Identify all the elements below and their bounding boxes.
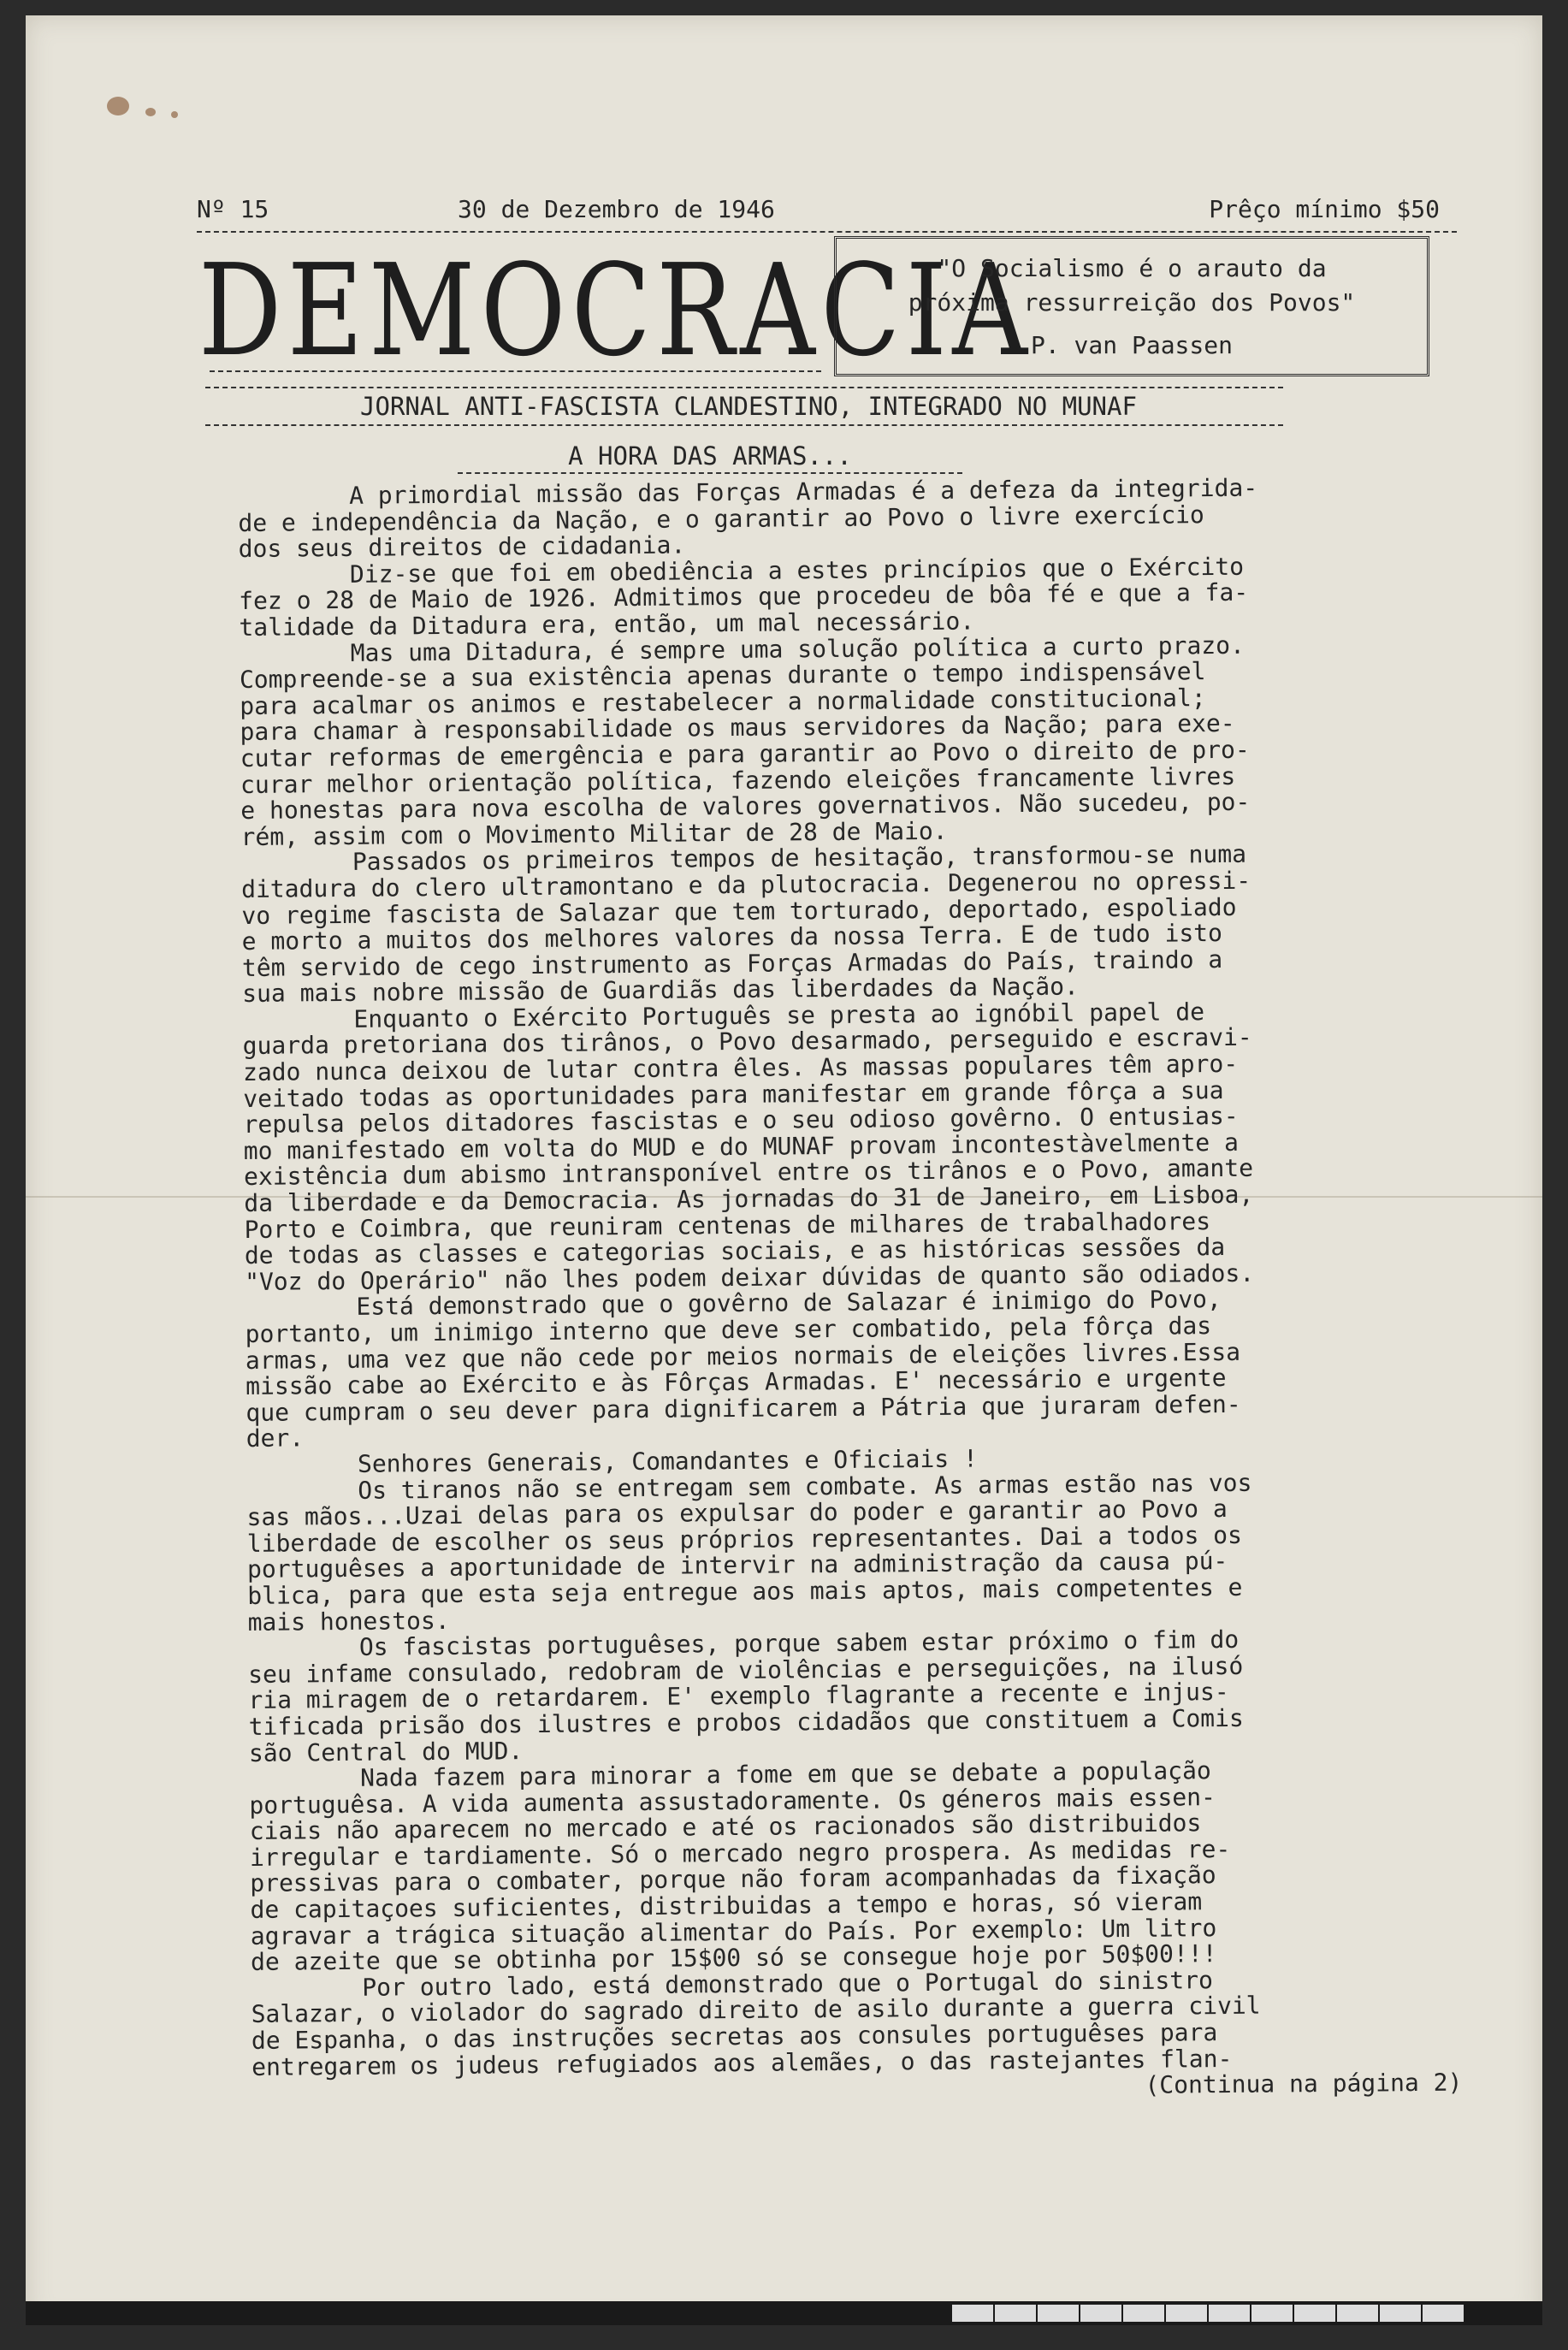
scale-ruler — [952, 2305, 1465, 2322]
quote-line-1: "O Socialismo é o arauto da — [937, 254, 1327, 282]
article-line: e morto a muitos dos melhores valores da nossa Terra. E de tudo isto — [241, 919, 1223, 956]
article-line: seu infame consulado, redobram de violências e perseguições, na ilusó — [247, 1651, 1244, 1689]
article-headline: A HORA DAS ARMAS... — [568, 441, 852, 471]
article-body — [238, 473, 1488, 2106]
article-line: mais honestos. — [247, 1606, 450, 1637]
article-line: da liberdade e da Democracia. As jornadas do 31 de Janeiro, em Lisboa, — [244, 1180, 1254, 1217]
quote-line-2: próxima ressurreição dos Povos" — [908, 288, 1356, 317]
article-line: Passados os primeiros tempos de hesitação, transformou-se numa — [352, 840, 1247, 877]
article-line: Os fascistas portuguêses, porque sabem estar próximo o fim do — [358, 1625, 1240, 1661]
subtitle-divider — [205, 424, 1283, 426]
article-line: Enquanto o Exército Português se presta ao ignóbil papel de — [353, 997, 1205, 1033]
article-line: mo manifestado em volta do MUD e do MUNAF provam incontestàvelmente a — [243, 1128, 1240, 1165]
article-line: zado nunca deixou de lutar contra êles. As massas populares têm apro- — [242, 1049, 1239, 1087]
article-line: curar melhor orientação política, fazendo eleições francamente livres — [240, 761, 1236, 799]
article-line: dos seus direitos de cidadania. — [238, 530, 686, 564]
article-line: pressivas para o combater, porque não foram acompanhadas da fixação — [250, 1861, 1216, 1898]
rust-stain — [107, 97, 129, 115]
article-line: de capitaçoes suficientes, distribuidas a tempo e horas, só vieram — [250, 1887, 1203, 1924]
masthead: DEMOCRACIA — [198, 237, 1033, 384]
rust-stain — [171, 111, 178, 118]
article-line: "Voz do Operário" não lhes podem deixar dúvidas de quanto são odiados. — [244, 1258, 1255, 1296]
article-line: Diz-se que foi em obediência a estes princípios que o Exército — [349, 552, 1245, 589]
subtitle-divider — [205, 387, 1283, 388]
article-line: veitado todas as oportunidades para manifestar em grande fôrça a sua — [243, 1075, 1224, 1113]
article-line: Está demonstrado que o govêrno de Salazar é inimigo do Povo, — [356, 1285, 1222, 1322]
header-row — [197, 195, 1440, 229]
article-line: são Central do MUD. — [248, 1736, 524, 1767]
newspaper-page — [26, 15, 1542, 2325]
article-line: A primordial missão das Forças Armadas é a defeza da integrida- — [348, 473, 1258, 510]
header-divider — [197, 231, 1457, 233]
article-line: que cumpram o seu dever para dignificarem a Pátria que juraram defen- — [246, 1389, 1241, 1427]
quote-author: P. van Paassen — [1030, 331, 1233, 359]
article-line: der. — [246, 1424, 305, 1453]
article-line: sua mais nobre missão de Guardiãs das liberdades da Nação. — [242, 972, 1080, 1009]
headline-divider — [458, 472, 962, 474]
article-line: ditadura do clero ultramontano e da plutocracia. Degenerou no opressi- — [240, 866, 1251, 903]
article-line: blica, para que esta seja entregue aos mais aptos, mais competentes e — [247, 1572, 1243, 1610]
article-line: Nada fazem para minorar a fome em que se debate a população — [360, 1756, 1211, 1792]
article-line: rém, assim com o Movimento Militar de 28 de Maio. — [240, 816, 948, 851]
article-line: de todas as classes e categorias sociais, e as históricas sessões da — [244, 1233, 1226, 1270]
article-line: ciais não aparecem no mercado e até os racionados são distribuidos — [249, 1808, 1202, 1846]
article-line: Por outro lado, está demonstrado que o Portugal do sinistro — [362, 1965, 1214, 2002]
paper-subtitle: JORNAL ANTI-FASCISTA CLANDESTINO, INTEGRADO NO MUNAF — [360, 392, 1137, 421]
article-line: irregular e tardiamente. Só o mercado negro prospera. As medidas re- — [249, 1834, 1231, 1872]
article-line: ria miragem de o retardarem. E' exemplo flagrante a recente e injus- — [248, 1678, 1229, 1715]
article-line: de e independência da Nação, e o garantir ao Povo o livre exercício — [238, 500, 1204, 537]
article-line: para acalmar os animos e restabelecer a normalidade constitucional; — [240, 683, 1206, 720]
article-line: guarda pretoriana dos tirânos, o Povo desarmado, perseguido e escravi- — [242, 1023, 1252, 1061]
article-line: de Espanha, o das instruções secretas aos consules portuguêses para — [251, 2018, 1218, 2055]
article-line: Salazar, o violador do sagrado direito de asilo durante a guerra civil — [251, 1992, 1261, 2029]
article-line: Senhores Generais, Comandantes e Oficiais ! — [357, 1444, 978, 1478]
article-line: Os tiranos não se entregam sem combate. As armas estão nas vos — [358, 1468, 1252, 1505]
quote-box — [834, 236, 1429, 376]
article-line: agravar a trágica situação alimentar do País. Por exemplo: Um litro — [250, 1913, 1217, 1950]
article-line: talidade da Ditadura era, então, um mal necessário. — [239, 607, 975, 642]
article-line: Compreende-se a sua existência apenas durante o tempo indispensável — [239, 657, 1206, 695]
article-line: Mas uma Ditadura, é sempre uma solução política a curto prazo. — [350, 630, 1245, 667]
issue-date: 30 de Dezembro de 1946 — [458, 195, 775, 223]
article-line: armas, uma vez que não cede por meios normais de eleições livres.Essa — [245, 1337, 1241, 1375]
scan-bottom-bar — [26, 2301, 1542, 2325]
article-line: e honestas para nova escolha de valores governativos. Não sucedeu, po- — [240, 787, 1251, 826]
article-line: vo regime fascista de Salazar que tem torturado, deportado, espoliado — [241, 892, 1237, 930]
article-line: existência dum abismo intransponível entre os tirânos e o Povo, amante — [243, 1154, 1254, 1192]
article-line: portanto, um inimigo interno que deve ser combatido, pela fôrça das — [245, 1311, 1212, 1348]
article-line: tificada prisão dos ilustres e probos cidadãos que constituem a Comis — [248, 1703, 1244, 1741]
article-line: liberdade de escolher os seus próprios representantes. Dai a todos os — [246, 1520, 1243, 1558]
article-line: portuguêsa. A vida aumenta assustadoramente. Os géneros mais essen- — [249, 1782, 1216, 1820]
article-line: portuguêses a aportunidade de intervir na administração da causa pú- — [246, 1547, 1228, 1584]
article-line: fez o 28 de Maio de 1926. Admitimos que procedeu de bôa fé e que a fa- — [239, 578, 1249, 616]
continued-note: (Continua na página 2) — [1145, 2068, 1463, 2100]
article-line: missão cabe ao Exército e às Fôrças Armadas. E' necessário e urgente — [246, 1364, 1227, 1401]
article-line: para chamar à responsabilidade os maus servidores da Nação; para exe- — [240, 709, 1235, 747]
issue-price: Prêço mínimo $50 — [1209, 195, 1440, 223]
article-line: Porto e Coimbra, que reuniram centenas de milhares de trabalhadores — [244, 1206, 1211, 1244]
masthead-divider — [210, 370, 821, 372]
article-line: sas mãos...Uzai delas para os expulsar do poder e garantir ao Povo a — [246, 1495, 1228, 1532]
article-line: têm servido de cego instrumento as Forças Armadas do País, traindo a — [241, 944, 1223, 982]
article-line: entregarem os judeus refugiados aos alemães, o das rastejantes flan- — [251, 2044, 1233, 2081]
rust-stain — [145, 108, 156, 116]
article-line: repulsa pelos ditadores fascistas e o seu odioso govêrno. O entusias- — [243, 1102, 1239, 1139]
article-line: cutar reformas de emergência e para garantir ao Povo o direito de pro- — [240, 735, 1250, 772]
article-line: de azeite que se obtinha por 15$00 só se consegue hoje por 50$00!!! — [250, 1939, 1217, 1977]
issue-number: Nº 15 — [197, 195, 269, 223]
